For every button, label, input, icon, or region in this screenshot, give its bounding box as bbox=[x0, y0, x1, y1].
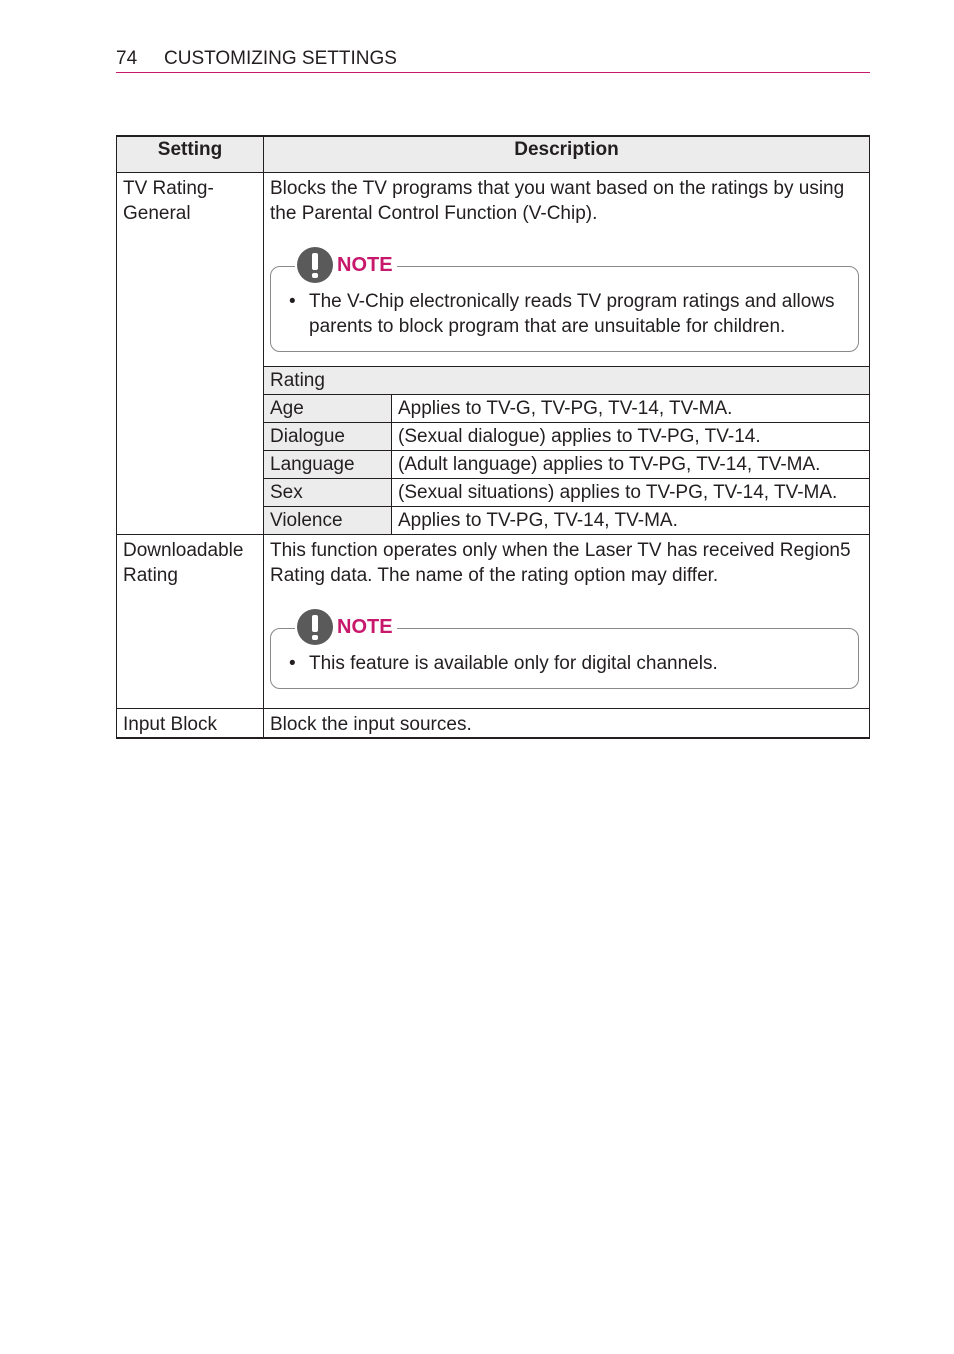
rating-value: Applies to TV-PG, TV-14, TV-MA. bbox=[392, 507, 870, 535]
description-tv-rating bbox=[264, 173, 870, 535]
rating-key: Sex bbox=[264, 479, 392, 507]
column-header-description: Description bbox=[264, 136, 870, 173]
note-item bbox=[289, 651, 848, 676]
column-header-setting: Setting bbox=[117, 136, 264, 173]
note-label: NOTE bbox=[337, 253, 393, 276]
table-row-downloadable-rating bbox=[117, 535, 870, 709]
setting-input-block: Input Block bbox=[117, 709, 264, 739]
rating-key: Age bbox=[264, 395, 392, 423]
page-header bbox=[116, 46, 870, 73]
rating-value: Applies to TV-G, TV-PG, TV-14, TV-MA. bbox=[392, 395, 870, 423]
description-text: Block the input sources. bbox=[270, 714, 472, 735]
page-number: 74 bbox=[116, 48, 138, 69]
section-title: CUSTOMIZING SETTINGS bbox=[164, 48, 397, 69]
table-row-input-block bbox=[117, 709, 870, 739]
description-text: Blocks the TV programs that you want based on the ratings by using the Parental Control Function (V-Chip). bbox=[270, 178, 845, 224]
exclamation-icon bbox=[297, 609, 333, 645]
table-row bbox=[264, 395, 869, 423]
rating-key: Language bbox=[264, 451, 392, 479]
note-box bbox=[270, 253, 859, 352]
note-header bbox=[295, 245, 397, 285]
rating-header: Rating bbox=[264, 367, 869, 395]
rating-value: (Sexual situations) applies to TV-PG, TV-14, TV-MA. bbox=[392, 479, 870, 507]
bullet: • bbox=[289, 291, 296, 312]
table-header-row bbox=[117, 136, 870, 173]
rating-table bbox=[264, 366, 869, 534]
settings-table bbox=[116, 135, 870, 739]
description-input-block bbox=[264, 709, 870, 739]
rating-key: Dialogue bbox=[264, 423, 392, 451]
table-row bbox=[264, 423, 869, 451]
setting-tv-rating bbox=[117, 173, 264, 535]
rating-key: Violence bbox=[264, 507, 392, 535]
note-text: This feature is available only for digital channels. bbox=[309, 653, 718, 674]
note-text: The V-Chip electronically reads TV program ratings and allows parents to block program that are unsuitable for children. bbox=[309, 291, 835, 337]
setting-downloadable-rating bbox=[117, 535, 264, 709]
note-box bbox=[270, 615, 859, 689]
table-row bbox=[264, 479, 869, 507]
rating-value: (Adult language) applies to TV-PG, TV-14, TV-MA. bbox=[392, 451, 870, 479]
setting-label: TV Rating-General bbox=[123, 178, 214, 224]
setting-label: Downloadable Rating bbox=[123, 540, 244, 586]
note-item bbox=[289, 289, 848, 339]
bullet: • bbox=[289, 653, 296, 674]
description-text: This function operates only when the Laser TV has received Region5 Rating data. The name of the rating option may differ. bbox=[270, 540, 851, 586]
description-downloadable-rating bbox=[264, 535, 870, 709]
table-row bbox=[264, 451, 869, 479]
table-row bbox=[264, 507, 869, 535]
note-label: NOTE bbox=[337, 615, 393, 638]
table-row-tv-rating bbox=[117, 173, 870, 535]
exclamation-icon bbox=[297, 247, 333, 283]
rating-value: (Sexual dialogue) applies to TV-PG, TV-14. bbox=[392, 423, 870, 451]
note-header bbox=[295, 607, 397, 647]
